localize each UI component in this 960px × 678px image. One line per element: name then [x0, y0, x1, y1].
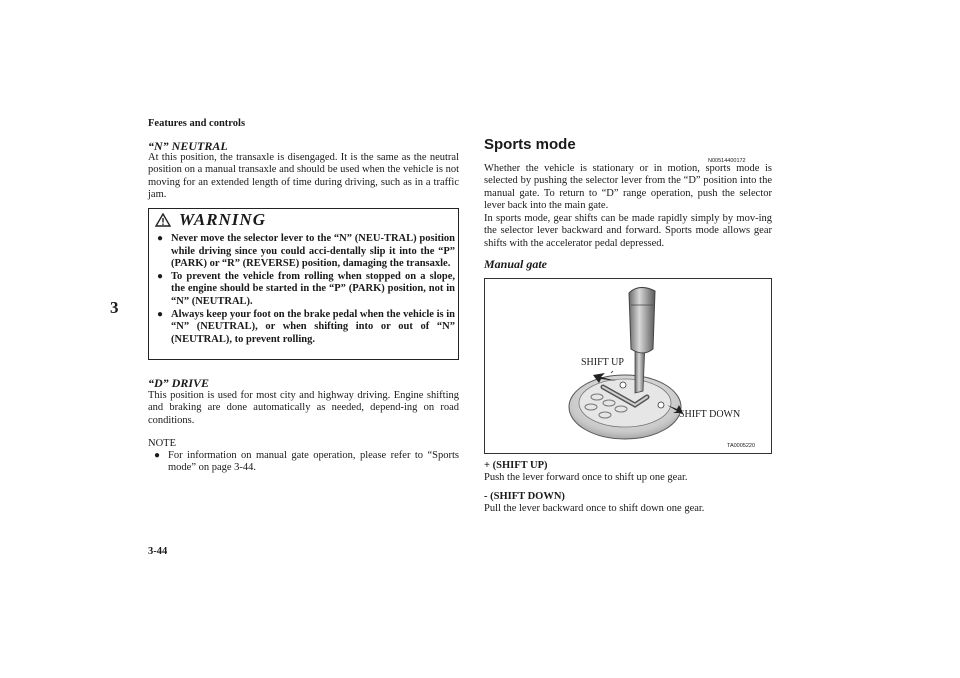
warning-title-text: WARNING	[179, 210, 266, 229]
manual-gate-heading: Manual gate	[484, 257, 548, 271]
bullet-dot-icon: ●	[157, 233, 164, 244]
figure-code: TA0005220	[727, 443, 756, 449]
drive-heading: “D” DRIVE	[148, 376, 210, 390]
sports-paragraph-2: In sports mode, gear shifts can be made rapidly simply by mov-ing the selector lever backward and forward. Sports mode allows gear shifts with the accelerator pedal depressed.	[484, 213, 772, 249]
note-label: NOTE	[148, 438, 176, 449]
running-header: Features and controls	[148, 118, 246, 129]
warning-item-text: Always keep your foot on the brake pedal when the vehicle is in “N” (NEUTRAL), or when shifting into or out of “N” (NEUTRAL), to prevent rolling.	[171, 308, 455, 345]
shift-up-text: Push the lever forward once to shift up one gear.	[484, 472, 688, 483]
warning-item-text: Never move the selector lever to the “N” (NEU-TRAL) position while driving since you could acci-dentally slip it into the “P” (PARK) or “R” (REVERSE) position, damaging the transaxle.	[171, 233, 455, 270]
warning-triangle-icon	[155, 213, 171, 227]
bullet-dot-icon: ●	[157, 308, 164, 320]
manual-gate-figure	[484, 278, 772, 454]
shift-down-text: Pull the lever backward once to shift down one gear.	[484, 503, 705, 514]
page-number: 3-44	[148, 546, 168, 557]
neutral-paragraph: At this position, the transaxle is disengaged. It is the same as the neutral position on a manual transaxle and should be used when the vehicle is not moving for an extended length of time during driving, such as in a traffic jam.	[148, 152, 459, 201]
chapter-tab: 3	[110, 298, 119, 317]
warning-box	[148, 208, 459, 360]
shift-down-label: SHIFT DOWN	[679, 409, 741, 420]
note-text: For information on manual gate operation, please refer to “Sports mode” on page 3-44.	[168, 450, 459, 474]
shift-up-label: SHIFT UP	[581, 357, 624, 368]
warning-list	[157, 233, 455, 346]
warning-item	[157, 233, 455, 271]
neutral-heading: “N” NEUTRAL	[148, 139, 228, 153]
warning-item	[157, 309, 455, 347]
bullet-dot-icon: ●	[154, 450, 161, 461]
sports-mode-title: Sports mode	[484, 136, 576, 153]
warning-item-text: To prevent the vehicle from rolling when stopped on a slope, the engine should be started in the “P” (PARK) position, not in “N” (NEUTRAL).	[171, 270, 455, 307]
shift-down-heading: - (SHIFT DOWN)	[484, 491, 565, 502]
note-item	[154, 450, 459, 475]
section-reference-code: N00514400172	[708, 158, 746, 164]
warning-title	[155, 211, 266, 229]
shift-up-heading: + (SHIFT UP)	[484, 460, 548, 471]
shift-lever-illustration	[485, 279, 773, 455]
sports-paragraph-1: Whether the vehicle is stationary or in motion, sports mode is selected by pushing the selector lever from the “D” position into the manual gate. To return to “D” range operation, push the selector lever back into the main gate.	[484, 163, 772, 212]
drive-paragraph: This position is used for most city and highway driving. Engine shifting and braking are done automatically as needed, depend-ing on road conditions.	[148, 390, 459, 426]
warning-item	[157, 271, 455, 309]
bullet-dot-icon: ●	[157, 270, 164, 282]
